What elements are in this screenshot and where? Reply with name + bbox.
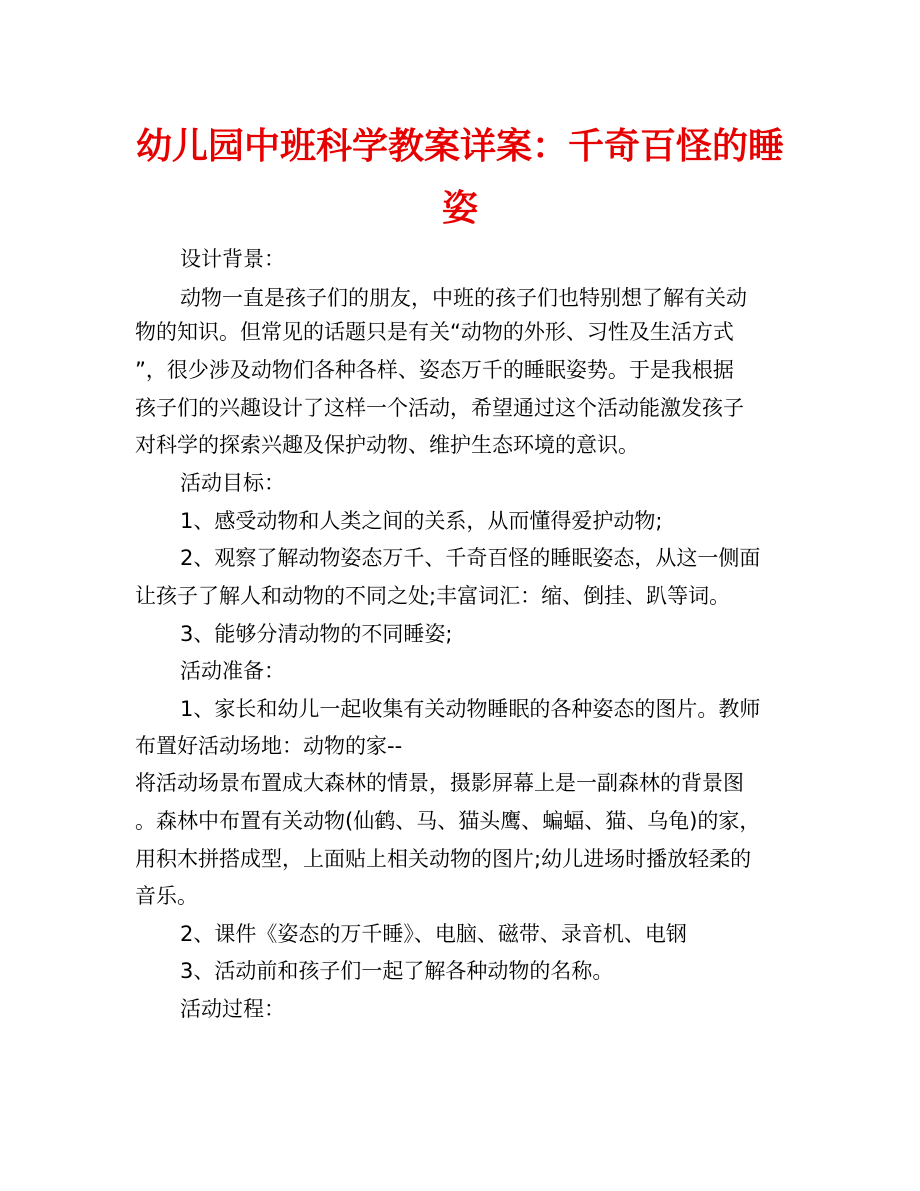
paragraph-line: 布置好活动场地：动物的家-- (135, 734, 403, 758)
section-heading-background: 设计背景： (180, 247, 285, 271)
paragraph-line: 让孩子了解人和动物的不同之处;丰富词汇：缩、倒挂、趴等词。 (135, 584, 731, 608)
section-heading-preparation: 活动准备： (180, 659, 285, 683)
paragraph-line: 动物一直是孩子们的朋友，中班的孩子们也特别想了解有关动 (180, 286, 747, 310)
paragraph-line: 孩子们的兴趣设计了这样一个活动，希望通过这个活动能激发孩子 (135, 396, 744, 420)
paragraph-line: 对科学的探索兴趣及保护动物、维护生态环境的意识。 (135, 433, 639, 457)
list-item: 1、家长和幼儿一起收集有关动物睡眠的各种姿态的图片。教师 (180, 697, 761, 721)
list-item: 2、课件《姿态的万千睡》、电脑、磁带、录音机、电钢 (180, 922, 687, 946)
list-item: 2、观察了解动物姿态万千、千奇百怪的睡眠姿态，从这一侧面 (180, 546, 761, 570)
paragraph-line: 将活动场景布置成大森林的情景，摄影屏幕上是一副森林的背景图 (135, 771, 744, 795)
list-item: 3、能够分清动物的不同睡姿; (180, 622, 453, 646)
paragraph-line: ”，很少涉及动物们各种各样、姿态万千的睡眠姿势。于是我根据 (135, 358, 734, 382)
paragraph-line: 。森林中布置有关动物(仙鹤、马、猫头鹰、蝙蝠、猫、乌龟)的家， (135, 809, 761, 833)
list-item: 3、活动前和孩子们一起了解各种动物的名称。 (180, 959, 614, 983)
list-item: 1、感受动物和人类之间的关系，从而懂得爱护动物; (180, 509, 663, 533)
paragraph-line: 物的知识。但常见的话题只是有关“动物的外形、习性及生活方式 (135, 320, 734, 344)
section-heading-process: 活动过程： (180, 997, 285, 1021)
document-title-line-2: 姿 (441, 188, 478, 229)
paragraph-line: 音乐。 (135, 884, 198, 908)
paragraph-line: 用积木拼搭成型，上面贴上相关动物的图片;幼儿进场时播放轻柔的 (135, 847, 752, 871)
document-title-line-1: 幼儿园中班科学教案详案：千奇百怪的睡 (135, 126, 784, 167)
section-heading-goals: 活动目标： (180, 471, 285, 495)
